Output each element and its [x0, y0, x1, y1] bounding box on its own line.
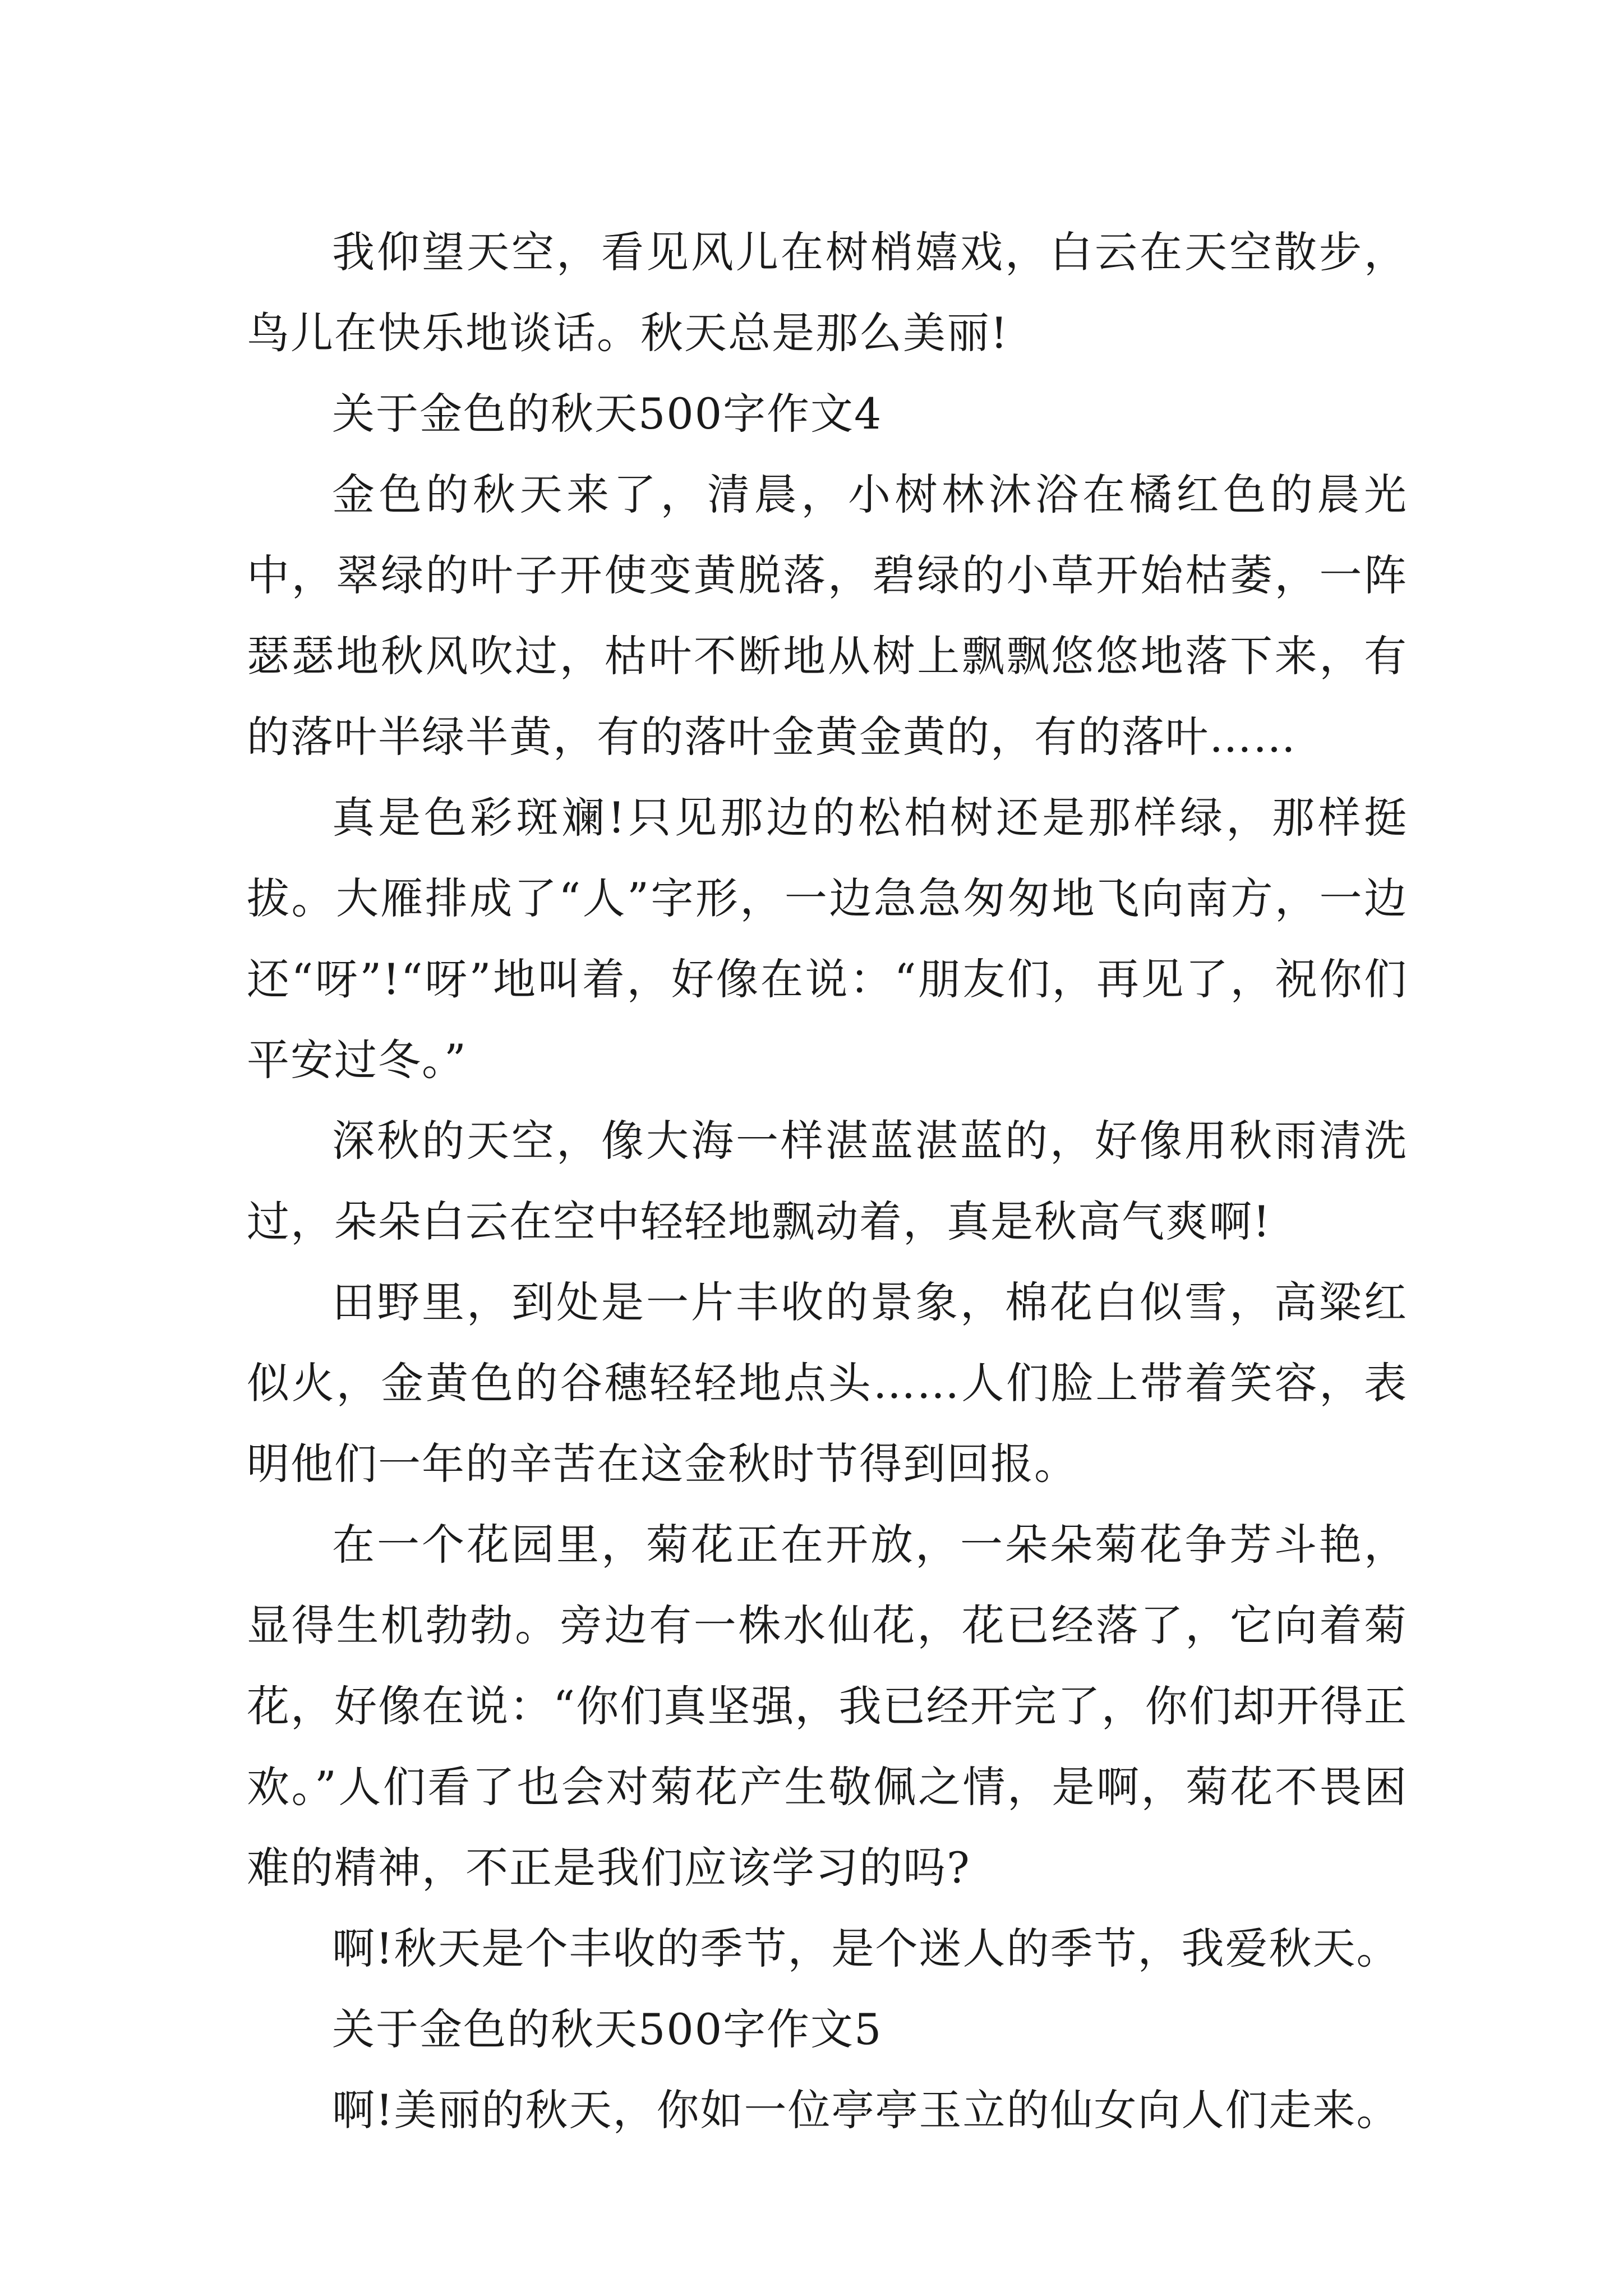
paragraph: 我仰望天空，看见风儿在树梢嬉戏，白云在天空散步，鸟儿在快乐地谈话。秋天总是那么美丽! [247, 227, 1408, 358]
essay-heading: 关于金色的秋天500字作文5 [332, 2004, 883, 2054]
paragraph: 深秋的天空，像大海一样湛蓝湛蓝的，好像用秋雨清洗过，朵朵白云在空中轻轻地飘动着，真是秋高气爽啊! [247, 1116, 1408, 1246]
paragraph: 啊!秋天是个丰收的季节，是个迷人的季节，我爱秋天。 [332, 1924, 1400, 1973]
paragraph: 在一个花园里，菊花正在开放，一朵朵菊花争芳斗艳，显得生机勃勃。旁边有一株水仙花，花已经落了，它向着菊花，好像在说：“你们真坚强，我已经开完了，你们却开得正欢。”人们看了也会对菊花产生敬佩之情，是啊，菊花不畏困难的精神，不正是我们应该学习的吗? [247, 1520, 1408, 1893]
paragraph: 田野里，到处是一片丰收的景象，棉花白似雪，高粱红似火，金黄色的谷穗轻轻地点头……人们脸上带着笑容，表明他们一年的辛苦在这金秋时节得到回报。 [247, 1277, 1408, 1489]
paragraph: 真是色彩斑斓!只见那边的松柏树还是那样绿，那样挺拔。大雁排成了“人”字形，一边急急匆匆地飞向南方，一边还“呀”!“呀”地叫着，好像在说：“朋友们，再见了，祝你们平安过冬。” [247, 793, 1408, 1085]
paragraph: 啊!美丽的秋天，你如一位亭亭玉立的仙女向人们走来。 [332, 2085, 1400, 2135]
document-body [247, 212, 1408, 2151]
essay-heading: 关于金色的秋天500字作文4 [332, 389, 883, 439]
paragraph: 金色的秋天来了，清晨，小树林沐浴在橘红色的晨光中，翠绿的叶子开使变黄脱落，碧绿的小草开始枯萎，一阵瑟瑟地秋风吹过，枯叶不断地从树上飘飘悠悠地落下来，有的落叶半绿半黄，有的落叶金黄金黄的，有的落叶…… [247, 470, 1408, 762]
